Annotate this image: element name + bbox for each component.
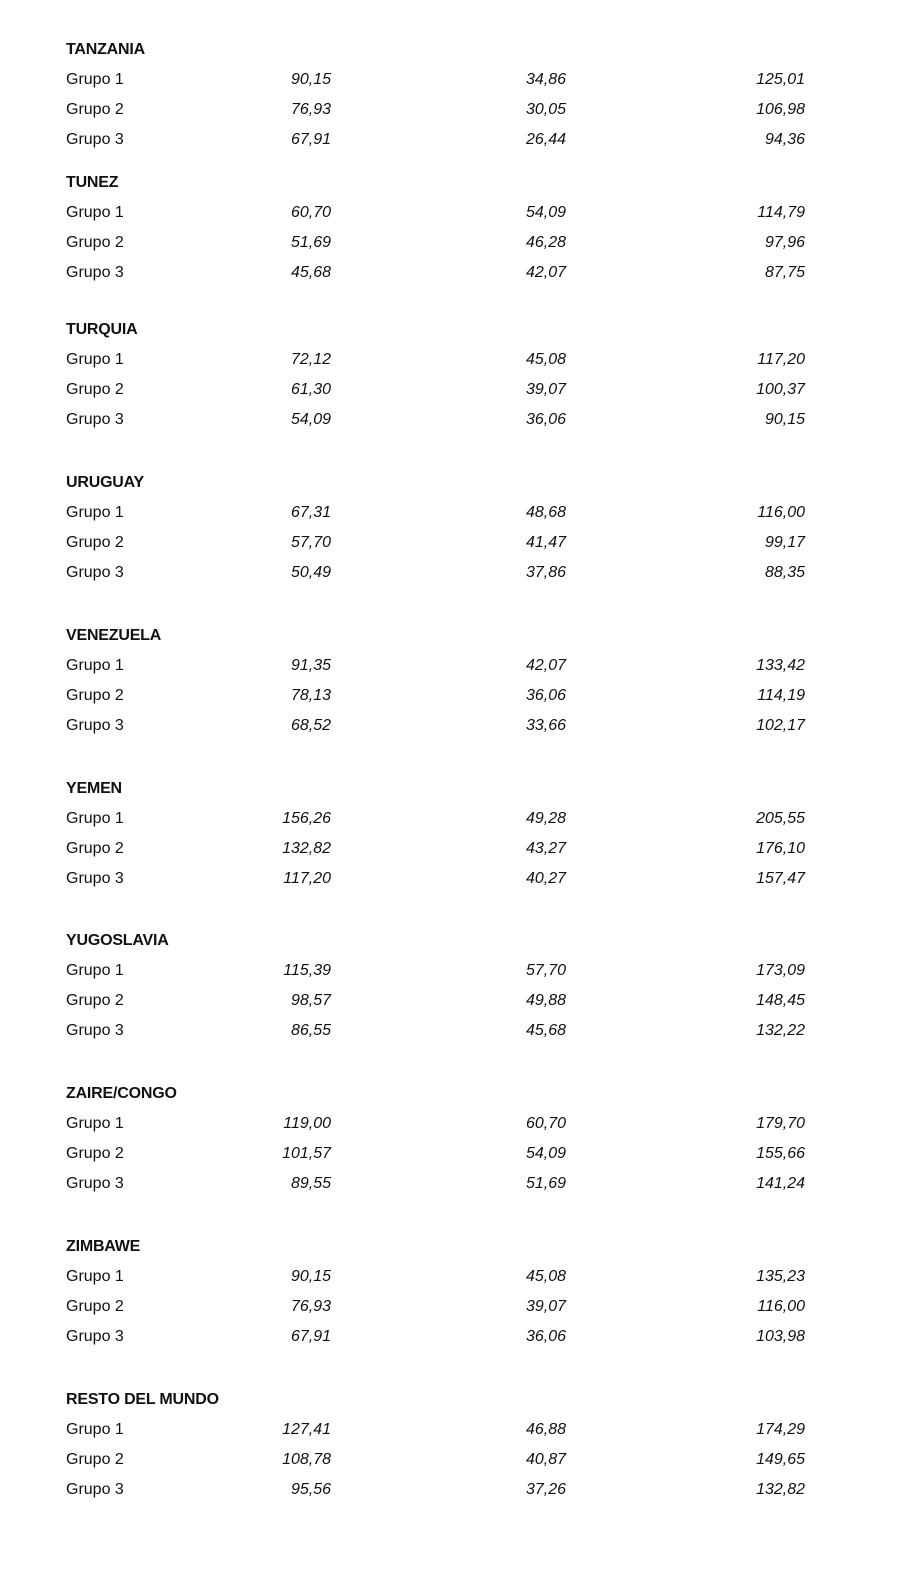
value-col-1: 90,15: [290, 1268, 331, 1285]
group-label: Grupo 2: [66, 534, 124, 551]
group-row: [0, 1420, 911, 1442]
group-label: Grupo 2: [66, 687, 124, 704]
value-col-3: 100,37: [756, 381, 805, 398]
value-col-2: 57,70: [525, 962, 566, 979]
group-row: [0, 1480, 911, 1502]
value-col-2: 51,69: [525, 1175, 566, 1192]
group-label: Grupo 2: [66, 381, 124, 398]
value-col-1: 61,30: [290, 381, 331, 398]
group-label: Grupo 3: [66, 1022, 124, 1039]
value-col-2: 30,05: [525, 101, 566, 118]
value-col-1: 132,82: [282, 840, 331, 857]
value-col-1: 101,57: [282, 1145, 331, 1162]
value-col-2: 45,08: [525, 1268, 566, 1285]
group-row: [0, 263, 911, 285]
value-col-3: 179,70: [756, 1115, 805, 1132]
value-col-2: 33,66: [525, 717, 566, 734]
value-col-2: 45,08: [525, 351, 566, 368]
value-col-2: 39,07: [525, 1298, 566, 1315]
value-col-1: 90,15: [290, 71, 331, 88]
group-row: [0, 1174, 911, 1196]
country-section: [0, 931, 911, 1061]
value-col-1: 67,31: [290, 504, 331, 521]
value-col-2: 40,27: [525, 870, 566, 887]
value-col-2: 42,07: [525, 657, 566, 674]
value-col-3: 102,17: [756, 717, 805, 734]
value-col-1: 45,68: [290, 264, 331, 281]
value-col-2: 54,09: [525, 1145, 566, 1162]
country-section: [0, 1237, 911, 1367]
group-row: [0, 130, 911, 152]
group-row: [0, 1267, 911, 1289]
value-col-1: 50,49: [290, 564, 331, 581]
country-heading: ZAIRE/CONGO: [66, 1085, 177, 1102]
value-col-2: 60,70: [525, 1115, 566, 1132]
value-col-2: 45,68: [525, 1022, 566, 1039]
country-heading: VENEZUELA: [66, 627, 162, 644]
value-col-1: 76,93: [290, 1298, 331, 1315]
group-row: [0, 410, 911, 432]
value-col-3: 157,47: [756, 870, 805, 887]
group-label: Grupo 3: [66, 131, 124, 148]
value-col-3: 117,20: [757, 351, 805, 368]
group-label: Grupo 1: [66, 657, 124, 674]
group-row: [0, 1297, 911, 1319]
value-col-2: 37,26: [525, 1481, 566, 1498]
value-col-1: 86,55: [290, 1022, 331, 1039]
value-col-3: 132,22: [756, 1022, 805, 1039]
value-col-1: 72,12: [290, 351, 331, 368]
group-label: Grupo 1: [66, 1115, 124, 1132]
group-row: [0, 1114, 911, 1136]
value-col-2: 46,88: [525, 1421, 566, 1438]
group-row: [0, 233, 911, 255]
value-col-2: 49,88: [525, 992, 566, 1009]
country-heading: TANZANIA: [66, 41, 145, 58]
value-col-1: 67,91: [290, 131, 331, 148]
country-heading: TUNEZ: [66, 174, 119, 191]
group-label: Grupo 1: [66, 962, 124, 979]
value-col-2: 36,06: [525, 1328, 566, 1345]
value-col-2: 39,07: [525, 381, 566, 398]
group-label: Grupo 3: [66, 717, 124, 734]
group-row: [0, 839, 911, 861]
group-label: Grupo 3: [66, 870, 124, 887]
group-row: [0, 70, 911, 92]
group-label: Grupo 3: [66, 1481, 124, 1498]
group-label: Grupo 2: [66, 1451, 124, 1468]
value-col-3: 87,75: [764, 264, 805, 281]
group-row: [0, 1021, 911, 1043]
group-label: Grupo 3: [66, 264, 124, 281]
value-col-3: 125,01: [756, 71, 805, 88]
value-col-2: 36,06: [525, 687, 566, 704]
group-label: Grupo 2: [66, 101, 124, 118]
value-col-3: 103,98: [756, 1328, 805, 1345]
value-col-3: 114,19: [757, 687, 805, 704]
value-col-3: 116,00: [757, 1298, 805, 1315]
value-col-2: 48,68: [525, 504, 566, 521]
value-col-3: 99,17: [764, 534, 805, 551]
value-col-3: 174,29: [756, 1421, 805, 1438]
group-label: Grupo 2: [66, 992, 124, 1009]
country-section: [0, 1084, 911, 1214]
group-row: [0, 686, 911, 708]
value-col-1: 117,20: [283, 870, 331, 887]
value-col-1: 115,39: [283, 962, 331, 979]
group-row: [0, 961, 911, 983]
value-col-3: 149,65: [756, 1451, 805, 1468]
value-col-1: 68,52: [290, 717, 331, 734]
group-row: [0, 563, 911, 585]
value-col-3: 133,42: [756, 657, 805, 674]
value-col-3: 173,09: [756, 962, 805, 979]
value-col-2: 49,28: [525, 810, 566, 827]
value-col-3: 205,55: [756, 810, 805, 827]
value-col-3: 141,24: [756, 1175, 805, 1192]
group-label: Grupo 3: [66, 1175, 124, 1192]
group-label: Grupo 1: [66, 1268, 124, 1285]
value-col-1: 67,91: [290, 1328, 331, 1345]
group-row: [0, 716, 911, 738]
value-col-3: 90,15: [764, 411, 805, 428]
group-label: Grupo 1: [66, 204, 124, 221]
value-col-2: 37,86: [525, 564, 566, 581]
value-col-1: 60,70: [290, 204, 331, 221]
value-col-1: 78,13: [290, 687, 331, 704]
country-section: [0, 173, 911, 303]
value-col-2: 42,07: [525, 264, 566, 281]
value-col-3: 106,98: [756, 101, 805, 118]
group-label: Grupo 1: [66, 810, 124, 827]
value-col-3: 155,66: [756, 1145, 805, 1162]
value-col-3: 114,79: [757, 204, 805, 221]
country-section: [0, 626, 911, 756]
country-section: [0, 473, 911, 603]
value-col-2: 36,06: [525, 411, 566, 428]
value-col-1: 127,41: [282, 1421, 331, 1438]
value-col-1: 76,93: [290, 101, 331, 118]
country-section: [0, 40, 911, 170]
value-col-1: 51,69: [290, 234, 331, 251]
value-col-2: 46,28: [525, 234, 566, 251]
group-label: Grupo 1: [66, 351, 124, 368]
value-col-1: 89,55: [290, 1175, 331, 1192]
group-label: Grupo 1: [66, 71, 124, 88]
value-col-1: 54,09: [290, 411, 331, 428]
country-section: [0, 779, 911, 909]
value-col-1: 95,56: [290, 1481, 331, 1498]
value-col-1: 57,70: [290, 534, 331, 551]
group-row: [0, 1450, 911, 1472]
value-col-2: 40,87: [525, 1451, 566, 1468]
group-row: [0, 503, 911, 525]
country-heading: YUGOSLAVIA: [66, 932, 169, 949]
value-col-2: 54,09: [525, 204, 566, 221]
group-label: Grupo 2: [66, 1298, 124, 1315]
group-row: [0, 991, 911, 1013]
value-col-1: 156,26: [282, 810, 331, 827]
value-col-3: 88,35: [764, 564, 805, 581]
group-label: Grupo 1: [66, 1421, 124, 1438]
group-row: [0, 869, 911, 891]
value-col-1: 91,35: [290, 657, 331, 674]
group-row: [0, 1327, 911, 1349]
value-col-3: 148,45: [756, 992, 805, 1009]
country-heading: TURQUIA: [66, 321, 138, 338]
group-row: [0, 809, 911, 831]
group-row: [0, 100, 911, 122]
value-col-3: 116,00: [757, 504, 805, 521]
country-heading: YEMEN: [66, 780, 122, 797]
value-col-2: 41,47: [525, 534, 566, 551]
group-row: [0, 350, 911, 372]
value-col-1: 98,57: [290, 992, 331, 1009]
country-section: [0, 320, 911, 450]
country-heading: RESTO DEL MUNDO: [66, 1391, 219, 1408]
value-col-2: 34,86: [525, 71, 566, 88]
country-heading: ZIMBAWE: [66, 1238, 141, 1255]
value-col-2: 26,44: [525, 131, 566, 148]
country-section: [0, 1390, 911, 1520]
value-col-1: 119,00: [283, 1115, 331, 1132]
group-label: Grupo 3: [66, 564, 124, 581]
group-label: Grupo 2: [66, 234, 124, 251]
group-row: [0, 656, 911, 678]
value-col-3: 132,82: [756, 1481, 805, 1498]
value-col-3: 135,23: [756, 1268, 805, 1285]
value-col-1: 108,78: [282, 1451, 331, 1468]
group-label: Grupo 2: [66, 1145, 124, 1162]
group-label: Grupo 3: [66, 411, 124, 428]
group-label: Grupo 1: [66, 504, 124, 521]
group-label: Grupo 2: [66, 840, 124, 857]
group-label: Grupo 3: [66, 1328, 124, 1345]
value-col-3: 176,10: [756, 840, 805, 857]
value-col-3: 94,36: [764, 131, 805, 148]
group-row: [0, 380, 911, 402]
group-row: [0, 1144, 911, 1166]
country-heading: URUGUAY: [66, 474, 145, 491]
value-col-3: 97,96: [764, 234, 805, 251]
value-col-2: 43,27: [525, 840, 566, 857]
group-row: [0, 203, 911, 225]
group-row: [0, 533, 911, 555]
